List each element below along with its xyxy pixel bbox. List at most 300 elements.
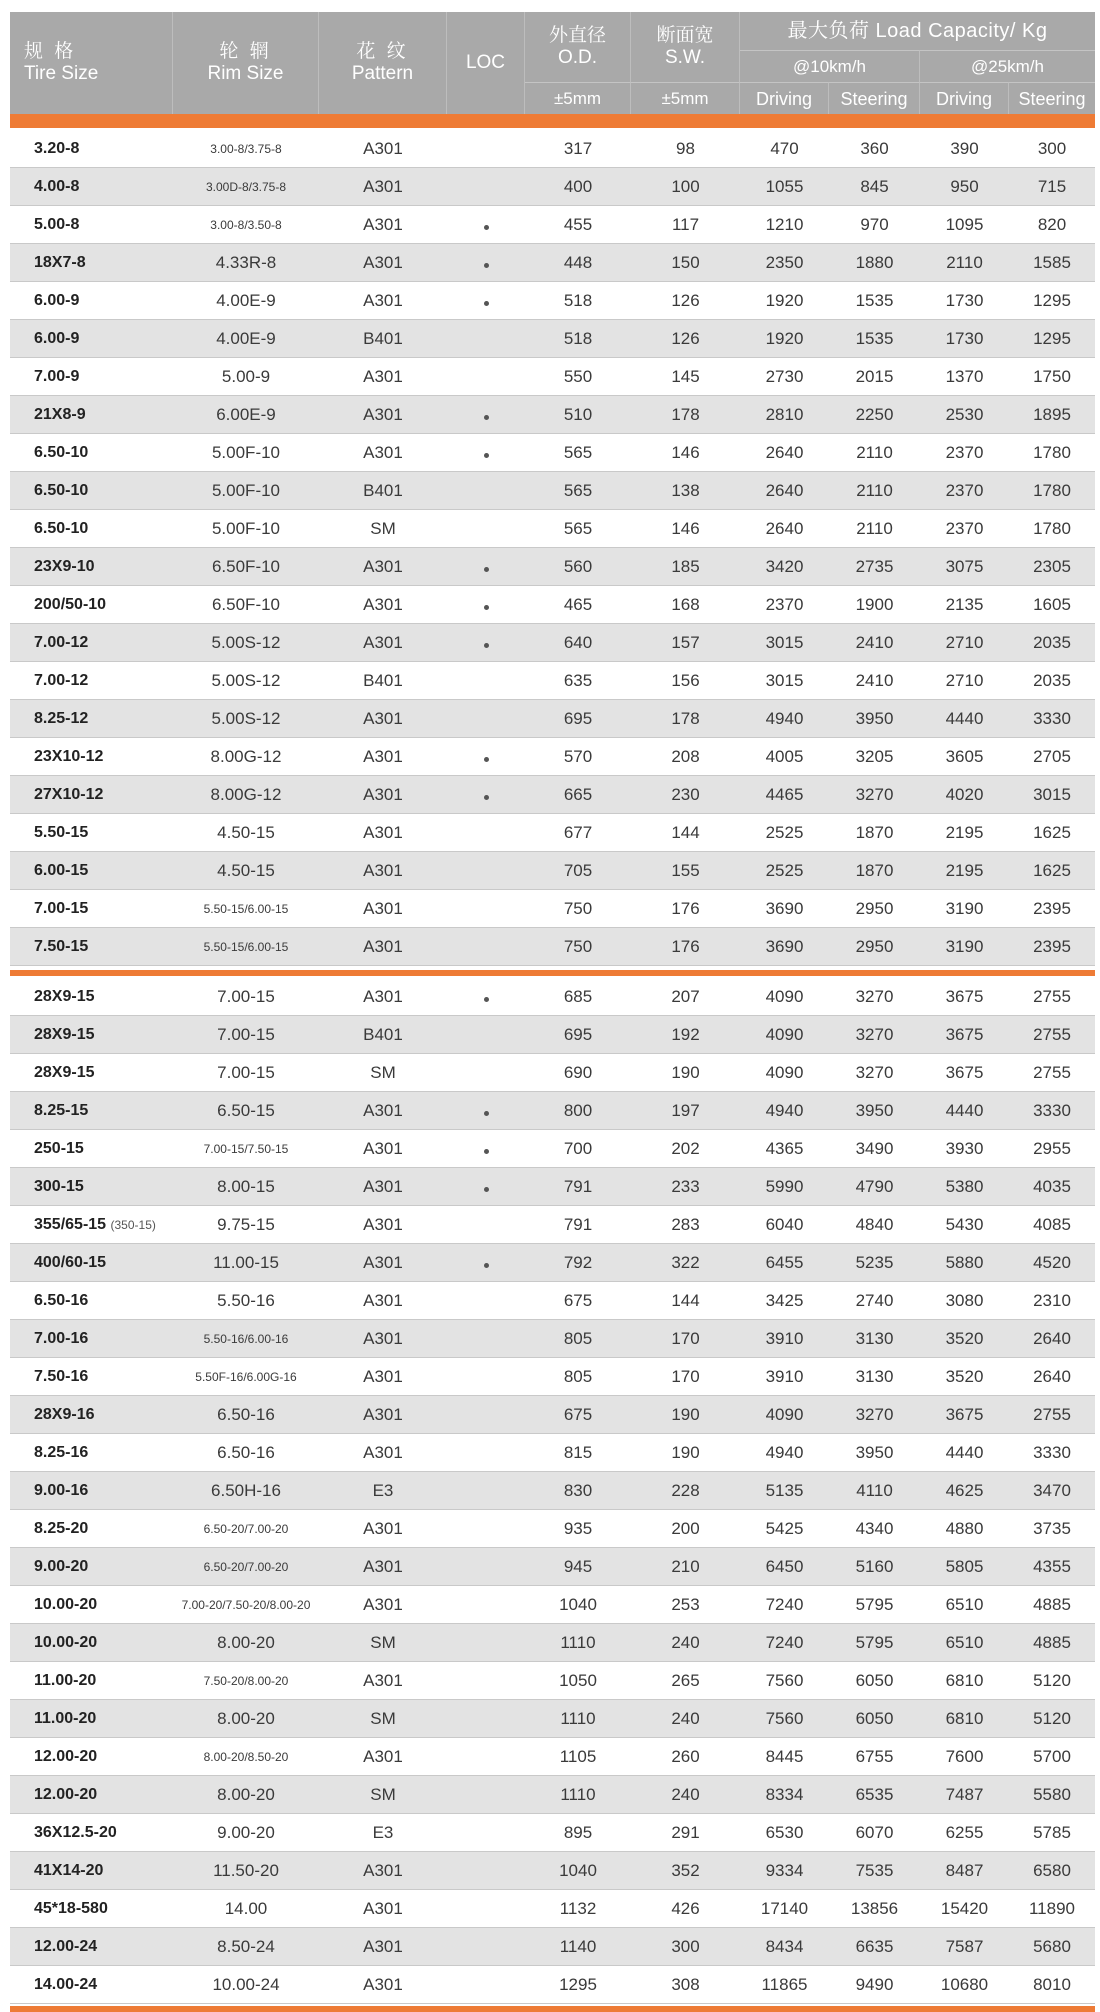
tire-size-text: 18X7-8 [34,253,86,271]
driving-25-cell: 5430 [945,1214,984,1234]
steering-10-cell: 7535 [855,1860,894,1880]
steering-25-cell: 1780 [1033,518,1071,538]
sw-cell: 300 [671,1936,700,1956]
steering-10-cell: 3950 [855,708,894,728]
header-pattern-cn: 花 纹 [356,41,409,62]
steering-25-cell: 2955 [1033,1138,1071,1158]
loc-cell [447,443,525,463]
driving-25-cell: 4020 [945,784,984,804]
rim-size-cell: 7.00-15/7.50-15 [203,1141,289,1156]
table-row [10,1776,1095,1814]
driving-25-cell: 6810 [945,1708,984,1728]
tire-size-text: 28X9-16 [34,1405,95,1423]
rim-size-cell: 14.00 [224,1898,268,1918]
tire-size-cell [10,1292,173,1310]
rim-size-cell: 5.00S-12 [211,708,281,728]
steering-10-cell: 1870 [855,860,894,880]
tire-size-cell [10,988,173,1006]
header-tire-size [10,12,173,114]
driving-25-cell: 4880 [945,1518,984,1538]
tire-size-cell [10,1976,173,1994]
rim-size-cell: 5.00F-10 [211,518,281,538]
steering-10-cell: 3130 [855,1366,894,1386]
loc-cell [447,595,525,615]
steering-10-cell: 360 [860,138,889,158]
header-loc: LOC [447,12,525,114]
steering-10-cell: 3950 [855,1100,894,1120]
sw-cell: 230 [671,784,700,804]
sw-cell: 170 [671,1328,700,1348]
sw-cell: 308 [671,1974,700,1994]
table-row [10,1282,1095,1320]
driving-10-cell: 4090 [765,986,804,1006]
tire-size-cell [10,1254,173,1272]
sw-cell: 240 [671,1708,700,1728]
loc-cell [447,1101,525,1121]
tire-size-text: 27X10-12 [34,785,104,803]
od-cell: 685 [563,986,593,1006]
rim-size-cell: 5.00F-10 [211,442,281,462]
table-row [10,1966,1095,2004]
driving-25-cell: 6810 [945,1670,984,1690]
steering-25-cell: 4885 [1033,1632,1071,1652]
od-cell: 518 [563,290,593,310]
driving-10-cell: 3910 [765,1366,804,1386]
steering-10-cell: 4840 [855,1214,894,1234]
table-row [10,1092,1095,1130]
driving-10-cell: 4090 [765,1024,804,1044]
rim-size-cell: 5.00S-12 [211,670,281,690]
rim-size-cell: 8.00-20 [217,1632,275,1652]
tire-size-cell [10,1178,173,1196]
driving-10-cell: 3420 [765,556,804,576]
rim-size-cell: 7.50-20/8.00-20 [203,1673,289,1688]
table-row [10,510,1095,548]
rim-size-cell: 11.50-20 [213,1860,279,1880]
tire-size-text: 12.00-24 [34,1937,98,1955]
rim-size-cell: 7.00-15 [217,1024,275,1044]
od-cell: 805 [563,1366,593,1386]
table-row [10,852,1095,890]
tire-size-cell [10,1900,173,1918]
loc-dot-icon [484,263,489,268]
od-cell: 448 [563,252,593,272]
driving-25-cell: 2135 [945,594,984,614]
tire-size-cell [10,634,173,652]
driving-25-cell: 4440 [945,708,984,728]
steering-25-cell: 4085 [1033,1214,1071,1234]
table-row [10,1320,1095,1358]
pattern-cell: A301 [363,594,403,614]
driving-25-cell: 8487 [945,1860,984,1880]
table-row [10,282,1095,320]
od-cell: 550 [563,366,593,386]
rim-size-cell: 6.00E-9 [216,404,276,424]
steering-25-cell: 2755 [1033,986,1071,1006]
steering-25-cell: 2035 [1033,632,1071,652]
od-cell: 705 [563,860,593,880]
tire-size-cell [10,1330,173,1348]
tire-size-cell [10,1596,173,1614]
tire-size-text: 9.00-16 [34,1481,89,1499]
steering-10-cell: 2410 [855,632,894,652]
driving-10-cell: 17140 [760,1898,809,1918]
driving-10-cell: 5990 [765,1176,804,1196]
steering-10-cell: 5795 [855,1632,894,1652]
driving-25-cell: 2110 [946,252,983,272]
steering-25-cell: 4355 [1033,1556,1071,1576]
pattern-cell: B401 [363,1024,403,1044]
tire-size-text: 7.00-9 [34,367,80,385]
pattern-cell: A301 [363,1518,403,1538]
tire-size-text: 8.25-16 [34,1443,89,1461]
driving-10-cell: 6040 [765,1214,804,1234]
pattern-cell: A301 [363,1556,403,1576]
loc-dot-icon [484,1263,489,1268]
tire-size-text: 7.50-16 [34,1367,89,1385]
od-cell: 935 [563,1518,593,1538]
steering-10-cell: 3270 [855,986,894,1006]
table-row [10,1016,1095,1054]
tire-size-cell [10,1862,173,1880]
rim-size-cell: 6.50-16 [217,1404,275,1424]
steering-25-cell: 4885 [1033,1594,1071,1614]
table-row [10,1206,1095,1244]
table-row [10,776,1095,814]
steering-25-cell: 820 [1037,214,1067,234]
sw-cell: 210 [671,1556,700,1576]
driving-25-cell: 7587 [945,1936,984,1956]
driving-25-cell: 5880 [945,1252,984,1272]
steering-25-cell: 1605 [1033,594,1071,614]
rim-size-cell: 5.00-9 [221,366,271,386]
driving-25-cell: 10680 [940,1974,989,1994]
driving-25-cell: 6510 [945,1594,984,1614]
od-cell: 1110 [560,1784,596,1804]
rim-size-cell: 7.00-15 [217,1062,275,1082]
tire-size-cell [10,1444,173,1462]
steering-25-cell: 4035 [1033,1176,1071,1196]
od-cell: 455 [563,214,593,234]
sw-cell: 291 [671,1822,700,1842]
tire-size-cell [10,824,173,842]
pattern-cell: A301 [363,442,403,462]
od-cell: 750 [563,936,593,956]
sw-cell: 157 [671,632,700,652]
driving-10-cell: 2640 [765,480,804,500]
rim-size-cell: 4.00E-9 [216,290,276,310]
driving-10-cell: 8434 [765,1936,804,1956]
pattern-cell: SM [370,1784,396,1804]
driving-25-cell: 15420 [940,1898,989,1918]
loc-cell [447,633,525,653]
steering-25-cell: 1295 [1033,290,1071,310]
rim-size-cell: 8.00-15 [217,1176,275,1196]
sw-cell: 117 [671,214,700,234]
pattern-cell: A301 [363,1100,403,1120]
driving-10-cell: 8445 [765,1746,804,1766]
tire-size-cell [10,216,173,234]
pattern-cell: A301 [363,1860,403,1880]
loc-dot-icon [484,643,489,648]
steering-25-cell: 5680 [1033,1936,1071,1956]
header-od [525,12,631,82]
header-rim-size [173,12,319,114]
steering-10-cell: 2110 [856,442,893,462]
table-row [10,244,1095,282]
steering-10-cell: 6535 [855,1784,894,1804]
steering-25-cell: 1625 [1033,822,1071,842]
od-cell: 640 [563,632,593,652]
table-row [10,1130,1095,1168]
table-row [10,1700,1095,1738]
tire-size-cell [10,1368,173,1386]
od-cell: 690 [563,1062,593,1082]
table-row [10,1510,1095,1548]
steering-25-cell: 5120 [1033,1708,1071,1728]
steering-25-cell: 2755 [1033,1024,1071,1044]
tire-size-cell [10,786,173,804]
header-driving-10: Driving [740,82,829,114]
pattern-cell: A301 [363,1138,403,1158]
driving-10-cell: 2640 [765,518,804,538]
header-tire-cn: 规 格 [24,41,77,62]
driving-25-cell: 3075 [945,556,984,576]
driving-10-cell: 9334 [765,1860,804,1880]
driving-25-cell: 3605 [945,746,984,766]
table-row [10,738,1095,776]
driving-10-cell: 2370 [765,594,804,614]
tire-size-cell [10,710,173,728]
steering-10-cell: 4110 [856,1480,893,1500]
steering-10-cell: 970 [860,214,889,234]
pattern-cell: E3 [372,1480,394,1500]
loc-cell [447,1139,525,1159]
tire-size-cell [10,178,173,196]
tire-size-text: 200/50-10 [34,595,107,613]
tire-size-cell [10,596,173,614]
sw-cell: 233 [671,1176,700,1196]
tire-size-cell [10,1064,173,1082]
rim-size-cell: 9.00-20 [217,1822,275,1842]
tire-size-text: 11.00-20 [34,1671,97,1689]
od-cell: 895 [563,1822,593,1842]
rim-size-cell: 6.50H-16 [211,1480,281,1500]
driving-25-cell: 5380 [945,1176,984,1196]
driving-25-cell: 4625 [945,1480,984,1500]
tire-size-text: 21X8-9 [34,405,86,423]
table-row [10,1928,1095,1966]
steering-25-cell: 2395 [1033,936,1071,956]
steering-25-cell: 2310 [1033,1290,1071,1310]
driving-10-cell: 2525 [765,822,804,842]
table-row [10,168,1095,206]
steering-25-cell: 1625 [1033,860,1071,880]
tire-size-cell [10,1216,173,1234]
rim-size-cell: 6.50F-10 [211,556,281,576]
table-row [10,890,1095,928]
table-row [10,434,1095,472]
driving-10-cell: 4940 [765,1100,804,1120]
rim-size-cell: 8.00-20 [217,1784,275,1804]
pattern-cell: A301 [363,1176,403,1196]
table-row [10,396,1095,434]
driving-10-cell: 4940 [765,1442,804,1462]
table-row [10,1434,1095,1472]
sw-cell: 283 [671,1214,700,1234]
pattern-cell: A301 [363,860,403,880]
steering-25-cell: 3330 [1033,1442,1071,1462]
tire-size-cell [10,406,173,424]
pattern-cell: A301 [363,176,403,196]
steering-25-cell: 8010 [1033,1974,1071,1994]
steering-10-cell: 13856 [850,1898,899,1918]
steering-10-cell: 6635 [855,1936,894,1956]
pattern-cell: SM [370,1632,396,1652]
steering-10-cell: 5235 [855,1252,894,1272]
steering-10-cell: 2110 [856,518,893,538]
pattern-cell: A301 [363,936,403,956]
steering-25-cell: 300 [1037,138,1067,158]
steering-25-cell: 1895 [1033,404,1071,424]
accent-bar-middle [10,970,1095,976]
loc-dot-icon [484,301,489,306]
header-sw-tolerance: ±5mm [631,82,740,114]
od-cell: 317 [563,138,593,158]
tire-size-cell [10,1938,173,1956]
tire-size-text: 6.00-9 [34,329,80,347]
loc-dot-icon [484,997,489,1002]
driving-25-cell: 2195 [945,860,984,880]
driving-10-cell: 2525 [765,860,804,880]
tire-size-text: 6.50-10 [34,443,89,461]
pattern-cell: A301 [363,138,403,158]
driving-25-cell: 3675 [945,1404,984,1424]
steering-10-cell: 5160 [855,1556,894,1576]
pattern-cell: B401 [363,480,403,500]
tire-size-text: 5.00-8 [34,215,80,233]
tire-size-cell [10,1140,173,1158]
driving-10-cell: 2730 [765,366,804,386]
steering-25-cell: 2305 [1033,556,1071,576]
sw-cell: 146 [671,442,700,462]
driving-25-cell: 4440 [945,1100,984,1120]
steering-25-cell: 3330 [1033,708,1071,728]
tire-size-cell [10,292,173,310]
steering-10-cell: 3270 [855,784,894,804]
steering-10-cell: 2015 [855,366,894,386]
steering-25-cell: 5120 [1033,1670,1071,1690]
driving-10-cell: 470 [770,138,799,158]
table-header [10,12,1095,114]
rim-size-cell: 4.50-15 [217,822,275,842]
table-row [10,624,1095,662]
driving-10-cell: 4465 [765,784,804,804]
pattern-cell: A301 [363,1252,403,1272]
sw-cell: 352 [671,1860,700,1880]
driving-25-cell: 390 [950,138,979,158]
driving-25-cell: 3190 [945,898,984,918]
driving-10-cell: 7240 [765,1594,804,1614]
tire-size-text: 11.00-20 [34,1709,97,1727]
tire-size-cell [10,748,173,766]
driving-10-cell: 7560 [765,1670,804,1690]
tire-size-cell [10,1710,173,1728]
pattern-cell: A301 [363,1214,403,1234]
table-row [10,928,1095,966]
steering-25-cell: 1780 [1033,480,1071,500]
tire-size-cell [10,558,173,576]
sw-cell: 190 [671,1442,700,1462]
tire-size-text: 10.00-20 [34,1633,98,1651]
sw-cell: 138 [671,480,700,500]
driving-10-cell: 2350 [765,252,804,272]
steering-25-cell: 3470 [1033,1480,1071,1500]
rim-size-cell: 8.00-20/8.50-20 [203,1749,289,1764]
driving-25-cell: 4440 [945,1442,984,1462]
sw-cell: 202 [671,1138,700,1158]
tire-size-cell [10,1026,173,1044]
tire-size-text: 8.25-12 [34,709,89,727]
accent-bar-top [10,114,1095,128]
driving-25-cell: 2710 [945,670,984,690]
tire-size-text: 23X9-10 [34,557,95,575]
od-cell: 565 [563,480,593,500]
tire-size-text: 6.50-10 [34,481,89,499]
loc-cell [447,987,525,1007]
loc-cell [447,785,525,805]
od-cell: 1140 [559,1936,597,1956]
tire-size-text: 7.00-12 [34,633,89,651]
od-cell: 1132 [559,1898,597,1918]
steering-25-cell: 715 [1037,176,1067,196]
steering-10-cell: 3270 [855,1024,894,1044]
od-cell: 1295 [559,1974,597,1994]
driving-10-cell: 11865 [761,1974,808,1994]
od-cell: 695 [563,708,593,728]
tire-size-text: 45*18-580 [34,1899,108,1917]
table-row [10,320,1095,358]
od-cell: 675 [563,1404,593,1424]
loc-cell [447,1177,525,1197]
tire-size-text: 400/60-15 [34,1253,107,1271]
driving-25-cell: 2530 [945,404,984,424]
sw-cell: 197 [671,1100,700,1120]
tire-size-text: 23X10-12 [34,747,104,765]
tire-size-cell [10,862,173,880]
tire-size-cell [10,1786,173,1804]
steering-10-cell: 845 [860,176,889,196]
rim-size-cell: 3.00-8/3.75-8 [210,141,282,156]
rim-size-cell: 5.50-16/6.00-16 [203,1331,289,1346]
steering-10-cell: 2410 [855,670,894,690]
od-cell: 700 [563,1138,593,1158]
pattern-cell: E3 [372,1822,394,1842]
steering-25-cell: 3015 [1033,784,1071,804]
sw-cell: 190 [671,1062,700,1082]
pattern-cell: A301 [363,822,403,842]
od-cell: 465 [563,594,593,614]
table-row [10,1814,1095,1852]
tire-size-text: 6.50-10 [34,519,89,537]
sw-cell: 426 [671,1898,700,1918]
loc-dot-icon [484,1111,489,1116]
rim-size-cell: 11.00-15 [213,1252,279,1272]
table-row [10,1624,1095,1662]
driving-25-cell: 3520 [945,1366,984,1386]
sw-cell: 155 [671,860,700,880]
rim-size-cell: 4.00E-9 [216,328,276,348]
